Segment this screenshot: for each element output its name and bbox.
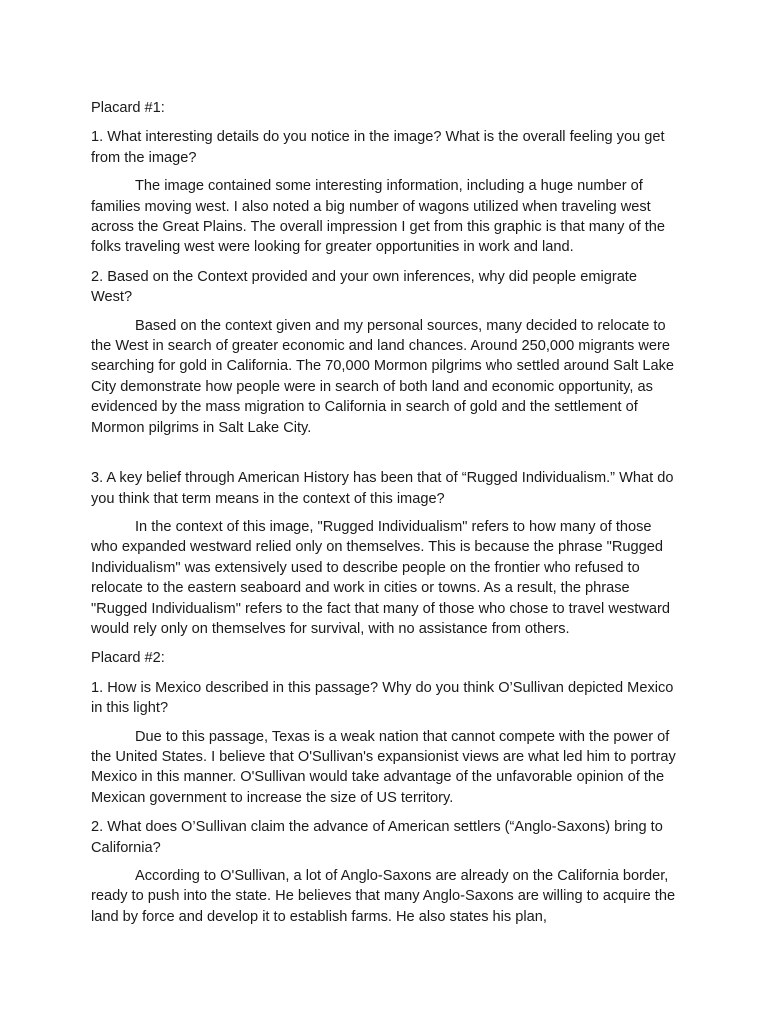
placard-1-question-1: 1. What interesting details do you notice in the image? What is the overall feeling you get from the image? (91, 129, 665, 166)
placard-2-answer-1: Due to this passage, Texas is a weak nation that cannot compete with the power of the United States. I believe that O'Sullivan's expansionist views are what led him to portray Mexico in this manner. O'Sullivan would take advantage of the unfavorable opinion of the Mexican government to increase the size of US territory. (91, 728, 676, 806)
placard-2-question-2: 2. What does O’Sullivan claim the advance of American settlers (“Anglo-Saxons) bring to California? (91, 819, 663, 856)
placard-1-heading: Placard #1: (91, 100, 165, 116)
placard-1-question-2: 2. Based on the Context provided and your own inferences, why did people emigrate West? (91, 268, 637, 306)
document-body (91, 98, 681, 936)
placard-1-answer-1: The image contained some interesting information, including a huge number of families moving west. I also noted a big number of wagons utilized when traveling west across the Great Plains. The overall impression I get from this graphic is that many of the folks traveling west were looking for greater opportunities in work and land. (91, 178, 666, 256)
placard-1-answer-2: Based on the context given and my personal sources, many decided to relocate to the West in search of greater economic and land chances. Around 250,000 migrants were searching for gold in California. The 70,000 Mormon pilgrims who settled around Salt Lake City demonstrate how people were in search of both land and economic opportunity, as evidenced by the mass migration to California in search of gold and the settlement of Mormon pilgrims in Salt Lake City. (91, 317, 674, 436)
placard-2-question-1: 1. How is Mexico described in this passage? Why do you think O’Sullivan depicted Mexico in this light? (91, 679, 674, 717)
placard-2-answer-2: According to O'Sullivan, a lot of Anglo-Saxons are already on the California border, ready to push into the state. He believes that many Anglo-Saxons are willing to acquire the land by force and develop it to establish farms. He also states his plan, (91, 868, 676, 925)
placard-1-answer-3: In the context of this image, "Rugged Individualism" refers to how many of those who expanded westward relied only on themselves. This is because the phrase "Rugged Individualism" was extensively used to describe people on the frontier who refused to relocate to the eastern seaboard and work in cities or towns. As a result, the phrase "Rugged Individualism" refers to the fact that many of those who chose to travel westward would rely only on themselves for survival, with no assistance from others. (91, 518, 670, 637)
placard-1-question-3: 3. A key belief through American History has been that of “Rugged Individualism.” What do you think that term means in the context of this image? (91, 470, 674, 507)
placard-2-heading: Placard #2: (91, 650, 165, 667)
